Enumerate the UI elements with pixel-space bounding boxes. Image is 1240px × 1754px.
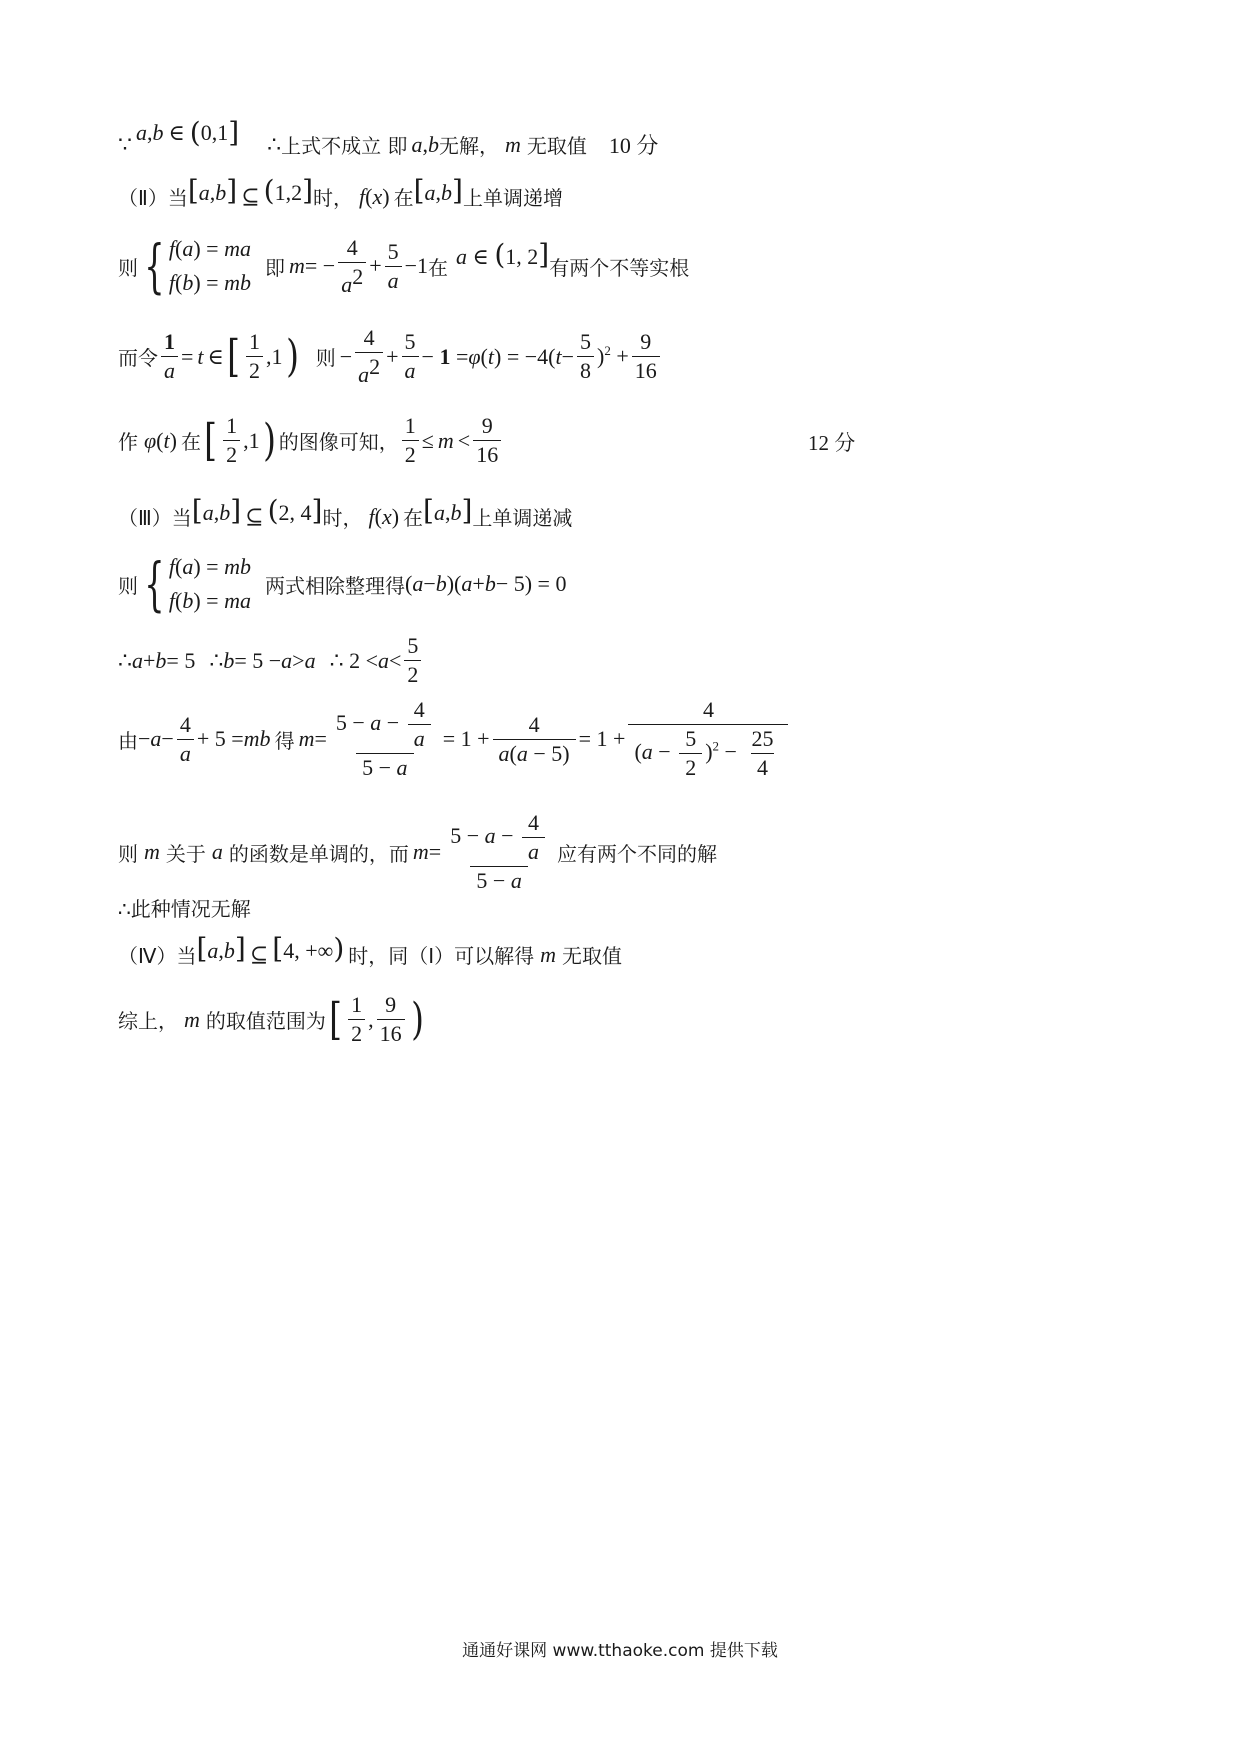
case-2-header: （Ⅱ）当 [a,b] ⊆ (1,2] 时， f ( x ) 在 [a,b] 上单调递增 [118, 174, 563, 210]
case-4-header: （Ⅳ）当 [a,b] ⊆ [4, +∞) 时，同（Ⅰ）可以解得 m 无取值 [118, 932, 623, 968]
because-symbol: ∵ [118, 131, 132, 157]
system-case-2: 则 { f(a) = ma f(b) = mb 即 m = − $\frac{4}{a^2}$ + $\frac{5}{a}$ −1 在 a ∈ (1, 2] 有两个不等实根 [118, 232, 690, 300]
case-3-header: （Ⅲ）当 [a,b] ⊆ (2, 4] 时， f ( x ) 在 [a,b] 上单调递减 [118, 494, 573, 530]
footer: 通通好课网 www.tthaoke.com 提供下载 [462, 1641, 778, 1661]
line-1: ∵ a , b ∈ ( 0,1 ] ∴ 上式不成立 即 a , b 无解， m 无取值 10 分 [118, 116, 659, 158]
score-10: 10 分 [608, 133, 659, 158]
in-symbol: ∈ [168, 119, 185, 145]
substitution-line: 而令 $\frac{1}{a}$ = t ∈ [ $\frac{1}{2}$ ,1 ) 则 − $\frac{4}{a^2}$ + $\frac{5}{a}$ − 1 = φ ( t ) = −4( t − $\frac{5}{8}$ )$^2$ + $\frac{9}{16}$ [118, 325, 663, 388]
monotone-line: 则 m 关于 a 的函数是单调的，而 m = 5 − a − $\frac{4}{a}$ 5 − a 应有两个不同的解 [118, 810, 718, 893]
m-expression-line: 由 − a − $\frac{4}{a}$ + 5 = mb 得 m = 5 − a − $\frac{4}{a}$ 5 − a = 1 + $\frac{4}{a(a - 5)}$ = 1 + 4 (a − $\frac{5}{2}$ )$^2$ − $\frac{25}{4}$ [118, 697, 791, 781]
score-12: 12 分 [808, 431, 856, 455]
a-range-line: ∴ a + b = 5 ∴ b = 5 − a > a ∴ 2 < a < $\frac{5}{2}$ [118, 633, 424, 688]
system-case-3: 则 { f(a) = mb f(b) = ma 两式相除整理得 ( a − b )( a + b − 5) = 0 [118, 550, 567, 618]
not-hold-text: 上式不成立 即 [281, 134, 408, 158]
graph-line: 作 φ ( t ) 在 [ $\frac{1}{2}$ ,1 ) 的图像可知， $\frac{1}{2}$ ≤ m < $\frac{9}{16}$ [118, 413, 504, 468]
no-solution-line: ∴此种情况无解 [118, 897, 251, 921]
conclusion-line: 综上， m 的取值范围为 [ $\frac{1}{2}$ , $\frac{9}{16}$ ) [118, 992, 424, 1046]
